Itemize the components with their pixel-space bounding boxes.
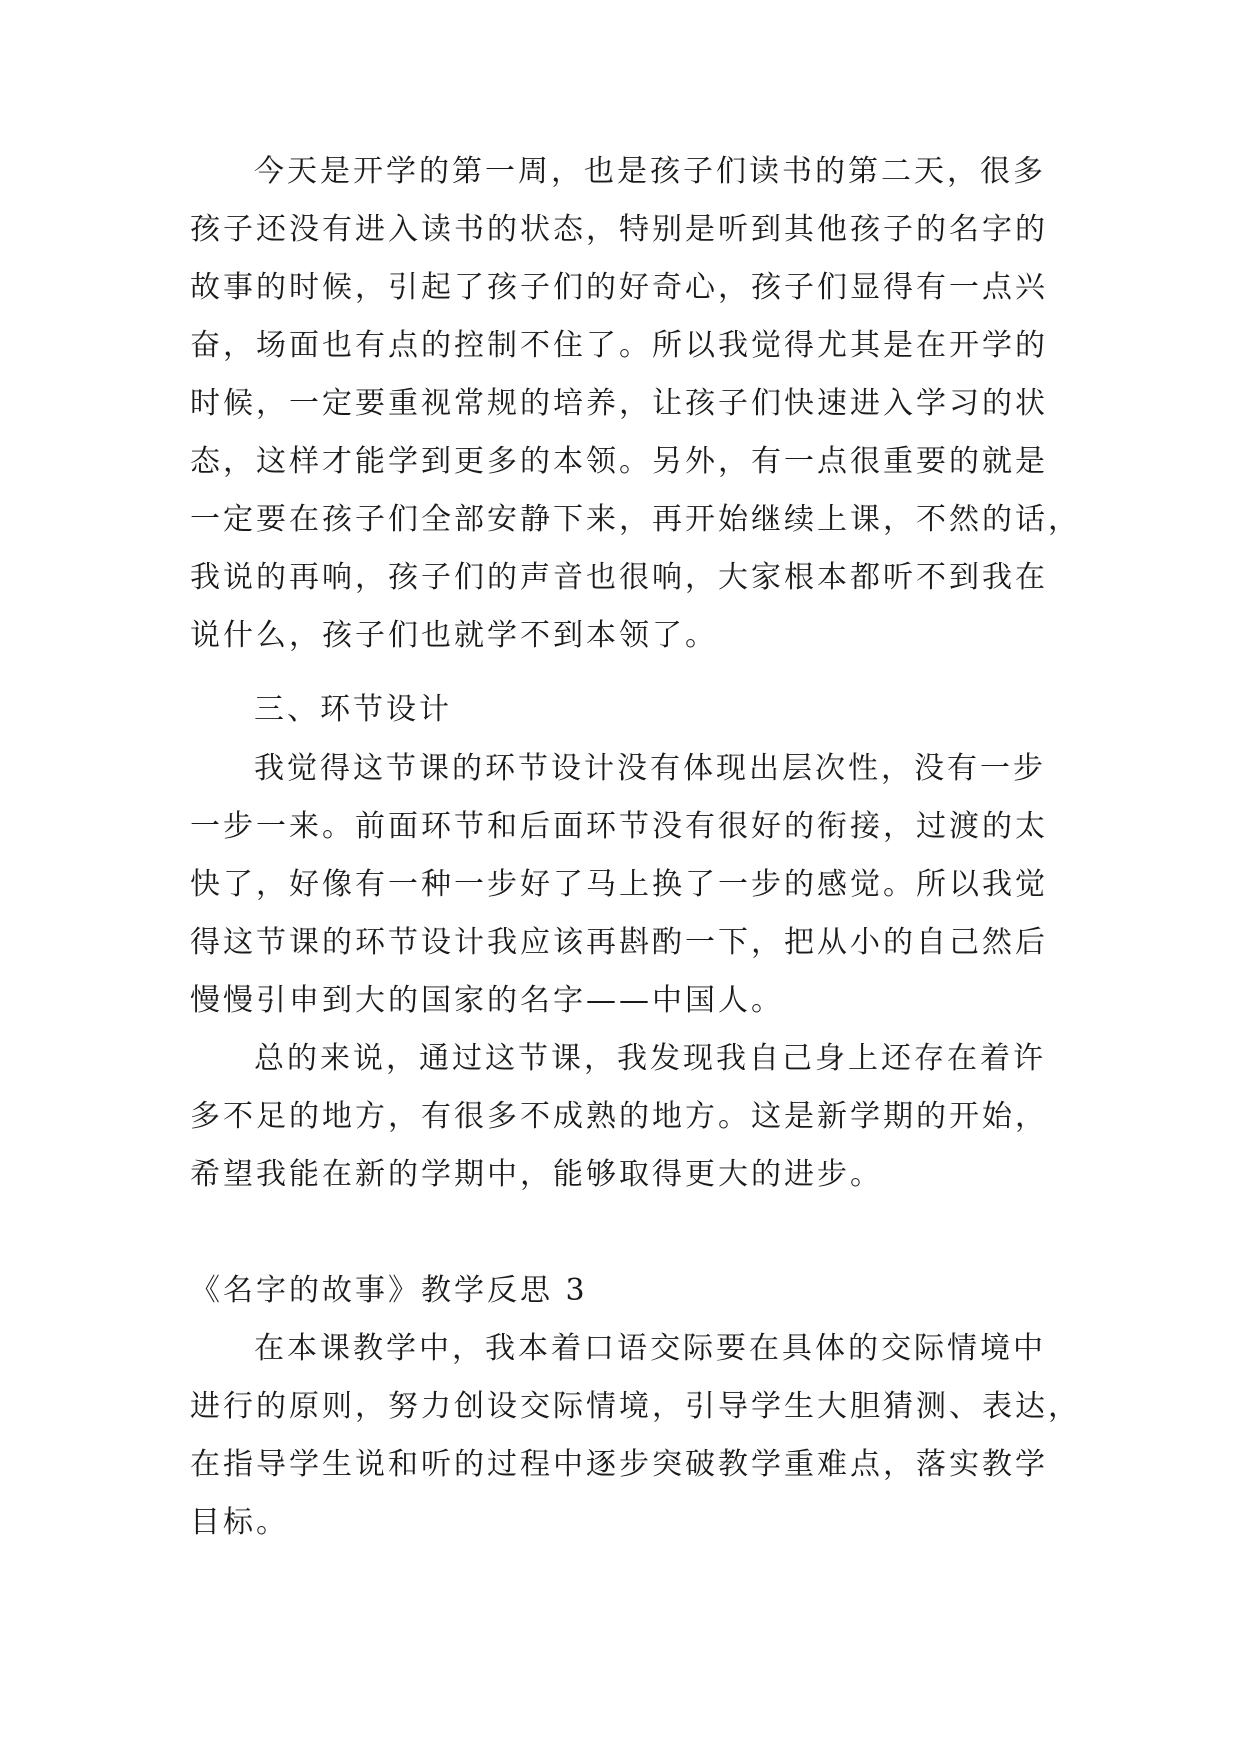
paragraph-line: 希望我能在新的学期中，能够取得更大的进步。 (190, 1157, 883, 1192)
paragraph-line: 慢慢引申到大的国家的名字——中国人。 (190, 983, 784, 1018)
paragraph-line: 今天是开学的第一周，也是孩子们读书的第二天，很多 (254, 154, 1046, 189)
paragraph-line: 多不足的地方，有很多不成熟的地方。这是新学期的开始， (190, 1099, 1048, 1134)
paragraph-classroom-management (190, 143, 1081, 665)
paragraph-line: 我觉得这节课的环节设计没有体现出层次性，没有一步 (254, 751, 1046, 786)
paragraph-line: 故事的时候，引起了孩子们的好奇心，孩子们显得有一点兴 (190, 270, 1048, 305)
section-heading: 三、环节设计 (254, 692, 452, 727)
paragraph-line: 得这节课的环节设计我应该再斟酌一下，把从小的自己然后 (190, 925, 1048, 960)
paragraph-line: 一定要在孩子们全部安静下来，再开始继续上课，不然的话， (190, 502, 1081, 537)
paragraph-lesson-design (190, 740, 1060, 1030)
paragraph-line: 目标。 (190, 1505, 289, 1540)
paragraph-oral-communication (190, 1320, 1081, 1552)
paragraph-line: 我说的再响，孩子们的声音也很响，大家根本都听不到我在 (190, 560, 1048, 595)
paragraph-line: 一步一来。前面环节和后面环节没有很好的衔接，过渡的太 (190, 809, 1048, 844)
paragraph-line: 态，这样才能学到更多的本领。另外，有一点很重要的就是 (190, 444, 1048, 479)
paragraph-line: 在本课教学中，我本着口语交际要在具体的交际情境中 (254, 1331, 1046, 1366)
paragraph-line: 总的来说，通过这节课，我发现我自己身上还存在着许 (254, 1041, 1046, 1076)
paragraph-line: 进行的原则，努力创设交际情境，引导学生大胆猜测、表达， (190, 1389, 1081, 1424)
paragraph-line: 在指导学生说和听的过程中逐步突破教学重难点，落实教学 (190, 1447, 1048, 1482)
paragraph-line: 孩子还没有进入读书的状态，特别是听到其他孩子的名字的 (190, 212, 1048, 247)
article-title: 《名字的故事》教学反思 3 (190, 1273, 588, 1308)
paragraph-line: 奋，场面也有点的控制不住了。所以我觉得尤其是在开学的 (190, 328, 1048, 363)
paragraph-line: 时候，一定要重视常规的培养，让孩子们快速进入学习的状 (190, 386, 1048, 421)
paragraph-line: 说什么，孩子们也就学不到本领了。 (190, 618, 718, 653)
paragraph-line: 快了，好像有一种一步好了马上换了一步的感觉。所以我觉 (190, 867, 1048, 902)
paragraph-summary (190, 1030, 1060, 1204)
